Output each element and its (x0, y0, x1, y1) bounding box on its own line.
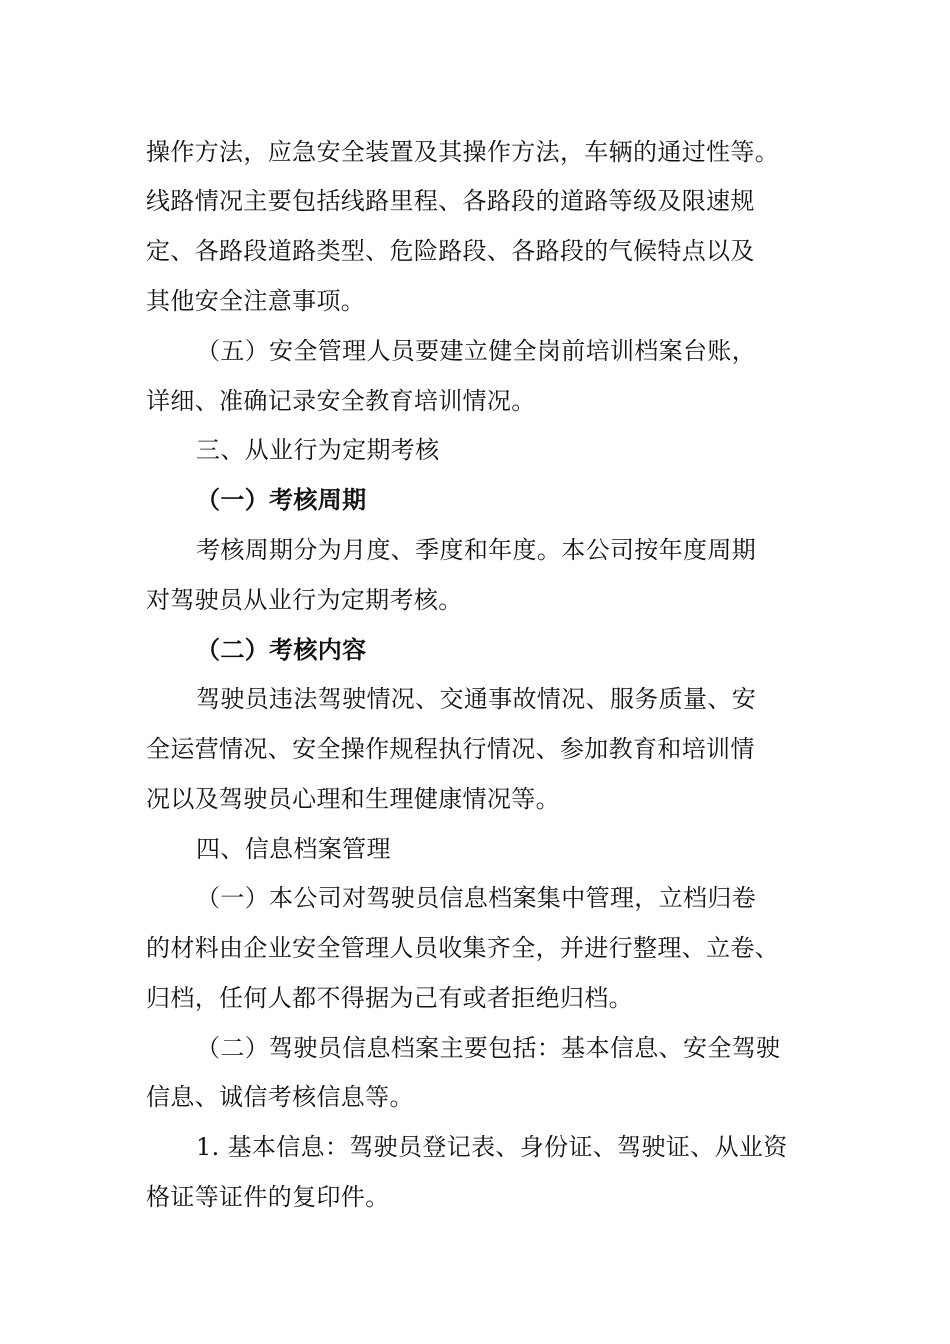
text-line: 格证等证件的复印件。 (146, 1183, 390, 1211)
text-line: 操作方法，应急安全装置及其操作方法，车辆的通过性等。 (146, 138, 780, 166)
text-line: 归档，任何人都不得据为己有或者拒绝归档。 (146, 984, 633, 1012)
text-line: 驾驶员违法驾驶情况、交通事故情况、服务质量、安 (196, 685, 757, 713)
text-line: 信息、诚信考核信息等。 (146, 1083, 414, 1111)
section-heading-four: 四、信息档案管理 (196, 835, 391, 863)
text-line: 定、各路段道路类型、危险路段、各路段的气候特点以及 (146, 237, 755, 265)
text-line: 线路情况主要包括线路里程、各路段的道路等级及限速规 (146, 187, 755, 215)
text-line: 考核周期分为月度、季度和年度。本公司按年度周期 (196, 536, 757, 564)
text-line: （一）本公司对驾驶员信息档案集中管理，立档归卷 (196, 884, 757, 912)
text-line: 1. 基本信息：驾驶员登记表、身份证、驾驶证、从业资 (196, 1133, 788, 1161)
text-line: 况以及驾驶员心理和生理健康情况等。 (146, 785, 560, 813)
subheading-assessment-period: （一）考核周期 (196, 486, 367, 514)
paragraph-five: （五）安全管理人员要建立健全岗前培训档案台账， (196, 337, 757, 365)
text-line: 详细、准确记录安全教育培训情况。 (146, 387, 536, 415)
text-line: 其他安全注意事项。 (146, 287, 366, 315)
subheading-assessment-content: （二）考核内容 (196, 636, 367, 664)
text-line: （二）驾驶员信息档案主要包括：基本信息、安全驾驶 (196, 1034, 781, 1062)
text-line: 全运营情况、安全操作规程执行情况、参加教育和培训情 (146, 735, 755, 763)
text-line: 的材料由企业安全管理人员收集齐全，并进行整理、立卷、 (146, 934, 780, 962)
text-line: 对驾驶员从业行为定期考核。 (146, 586, 463, 614)
section-heading-three: 三、从业行为定期考核 (196, 436, 440, 464)
